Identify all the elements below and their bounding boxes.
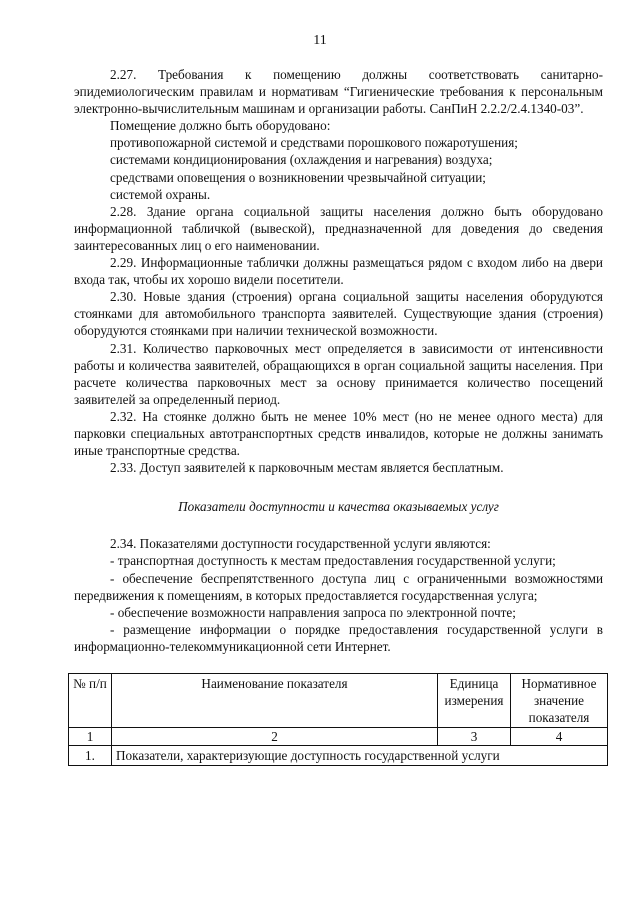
paragraph: 2.34. Показателями доступности государственной услуги являются: [110,536,491,552]
paragraph: противопожарной системой и средствами порошкового пожаротушения; [110,135,518,151]
paragraph: 2.28. Здание органа социальной защиты населения должно быть оборудовано информационной табличкой (вывеской), предназначенной для доведения до сведения заинтересованных лиц о его наименовании. [74,203,603,253]
paragraph: 2.33. Доступ заявителей к парковочным местам является бесплатным. [110,460,504,476]
paragraph: - обеспечение беспрепятственного доступа лиц с ограниченными возможностями передвижения к помещениям, в которых предоставляется государственная услуга; [74,570,603,603]
indicators-paragraphs-block [74,535,603,655]
row-section-title: Показатели, характеризующие доступность государственной услуги [112,746,608,766]
paragraph: 2.32. На стоянке должно быть не менее 10% мест (но не менее одного места) для парковки специальных автотранспортных средств инвалидов, которые не должны занимать иные транспортные средства. [74,408,603,459]
table-header-row [69,674,608,728]
paragraph: 2.27. Требования к помещению должны соответствовать санитарно-эпидемиологическим правилам и нормативам “Гигиенические требования к персональным электронно-вычислительным машинам и организации работы. СанПиН 2.2.2/2.4.1340-03”. [74,67,603,117]
header-indicator-name: Наименование показателя [112,674,438,728]
indicators-table [68,673,608,766]
document-body [74,66,603,766]
paragraph: 2.31. Количество парковочных мест определяется в зависимости от интенсивности работы и количества заявителей, обращающихся в орган социальной защиты населения. При расчете количества парковочных мест за основу принимается количество посещений заявителей за определенный период. [74,340,603,407]
paragraph: - размещение информации о порядке предоставления государственной услуги в информационно-телекоммуникационной сети Интернет. [74,621,603,654]
table-index-row [69,728,608,746]
table-row [69,746,608,766]
header-number: № п/п [69,674,112,728]
paragraph: системами кондиционирования (охлаждения и нагревания) воздуха; [110,152,493,168]
paragraph: 2.29. Информационные таблички должны размещаться рядом с входом либо на двери входа так, чтобы их хорошо видели посетители. [74,255,603,288]
paragraphs-block [74,66,603,476]
index-cell: 2 [112,728,438,746]
page-number: 11 [313,33,327,48]
paragraph: - обеспечение возможности направления запроса по электронной почте; [110,604,516,620]
header-unit: Единица измерения [438,674,511,728]
paragraph: системой охраны. [110,186,211,202]
section-heading: Показатели доступности и качества оказываемых услуг [178,499,499,515]
row-number: 1. [69,746,112,766]
paragraph: - транспортная доступность к местам предоставления государственной услуги; [110,553,556,569]
index-cell: 4 [511,728,608,746]
header-normative-value: Нормативное значение показателя [511,674,608,728]
paragraph: Помещение должно быть оборудовано: [110,118,331,134]
paragraph: средствами оповещения о возникновении чрезвычайной ситуации; [110,169,486,185]
index-cell: 1 [69,728,112,746]
paragraph: 2.30. Новые здания (строения) органа социальной защиты населения оборудуются стоянками для автомобильного транспорта заявителей. Существующие здания (строения) оборудуются стоянками при наличии технической возможности. [74,289,603,339]
index-cell: 3 [438,728,511,746]
